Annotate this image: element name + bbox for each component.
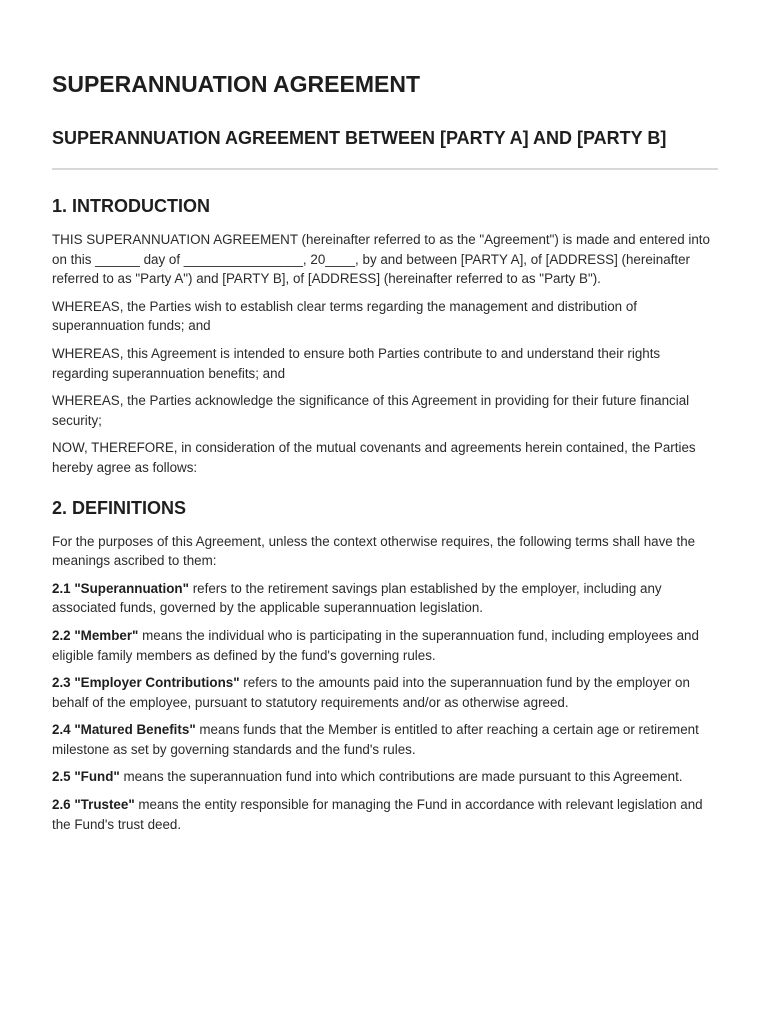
definition-item	[52, 767, 718, 787]
definition-text: means the entity responsible for managing the Fund in accordance with relevant legislation and the Fund's trust deed.	[52, 797, 703, 832]
definition-item	[52, 673, 718, 712]
definition-text: means funds that the Member is entitled to after reaching a certain age or retirement milestone as set by governing standards and the fund's rules.	[52, 722, 699, 757]
definition-text: refers to the retirement savings plan established by the employer, including any associated funds, governed by the applicable superannuation legislation.	[52, 580, 662, 616]
introduction-paragraph: THIS SUPERANNUATION AGREEMENT (hereinafter referred to as the "Agreement") is made and entered into on this ______ day of ________________, 20____, by and between [PARTY A], of [ADDRESS] (hereinafter referred to as "Party A") and [PARTY B], of [ADDRESS] (hereinafter referred to as "Party B").	[52, 232, 710, 287]
whereas-paragraph: WHEREAS, the Parties acknowledge the significance of this Agreement in providing for their future financial security;	[52, 393, 690, 428]
definition-text: refers to the amounts paid into the superannuation fund by the employer on behalf of the employee, pursuant to statutory requirements and/or as otherwise agreed.	[52, 675, 690, 710]
definition-text: means the superannuation fund into which contributions are made pursuant to this Agreement.	[119, 769, 683, 785]
definition-term: 2.1 "Superannuation"	[52, 580, 189, 596]
definition-term: 2.6 "Trustee"	[52, 797, 135, 813]
now-therefore-paragraph: NOW, THEREFORE, in consideration of the mutual covenants and agreements herein contained, the Parties hereby agree as follows:	[52, 440, 696, 475]
definition-text: means the individual who is participating in the superannuation fund, including employees and eligible family members as defined by the fund's governing rules.	[52, 627, 699, 663]
definition-item	[52, 626, 718, 665]
definitions-section	[52, 496, 718, 835]
whereas-paragraph: WHEREAS, the Parties wish to establish clear terms regarding the management and distribution of superannuation funds; and	[52, 298, 638, 334]
definition-term: 2.2 "Member"	[52, 627, 139, 643]
document-title: SUPERANNUATION AGREEMENT	[52, 71, 421, 97]
definitions-intro: For the purposes of this Agreement, unless the context otherwise requires, the following terms shall have the meanings ascribed to them:	[52, 533, 696, 569]
definition-item	[52, 579, 718, 618]
definition-term: 2.3 "Employer Contributions"	[52, 675, 240, 691]
introduction-heading: 1. INTRODUCTION	[52, 196, 211, 216]
definition-term: 2.5 "Fund"	[52, 769, 120, 785]
definition-item	[52, 795, 718, 834]
definition-item	[52, 720, 718, 759]
definition-term: 2.4 "Matured Benefits"	[52, 722, 196, 738]
introduction-section	[52, 194, 718, 478]
document-subtitle: SUPERANNUATION AGREEMENT BETWEEN [PARTY A] AND [PARTY B]	[52, 128, 667, 148]
whereas-paragraph: WHEREAS, this Agreement is intended to ensure both Parties contribute to and understand their rights regarding superannuation benefits; and	[52, 345, 661, 381]
title-divider	[52, 168, 718, 170]
definitions-heading: 2. DEFINITIONS	[52, 497, 187, 518]
